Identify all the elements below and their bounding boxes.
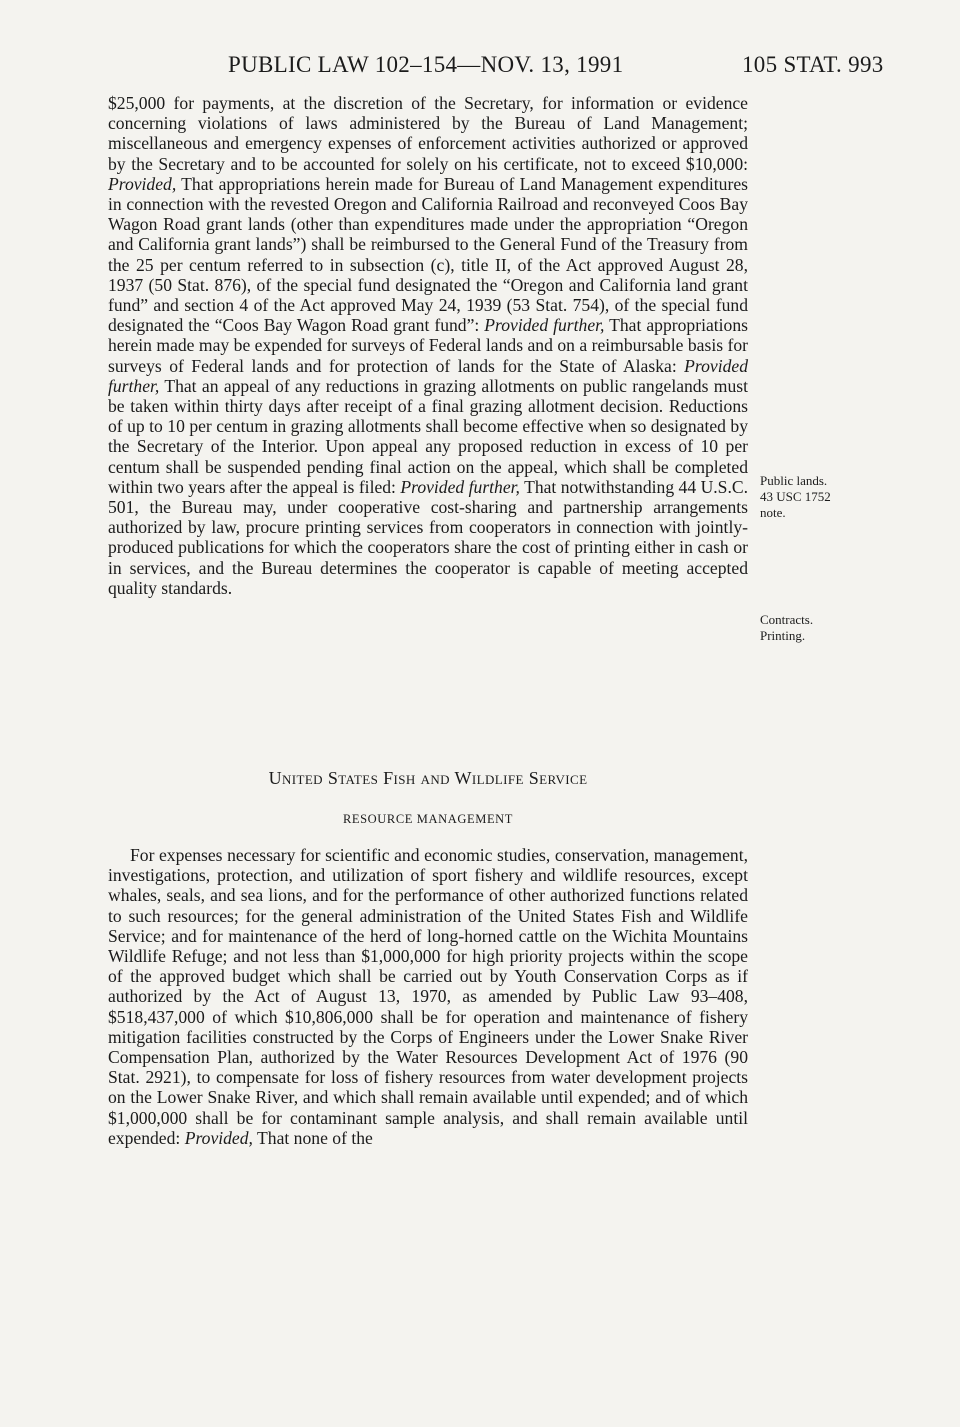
proviso-italic: Provided further, xyxy=(484,315,605,336)
running-head: PUBLIC LAW 102–154—NOV. 13, 1991 xyxy=(228,52,624,77)
text-segment: That notwithstanding 44 U.S.C. 501, the Bureau may, under cooperative cost-sharing and partnership arrangements authorized by law, procure printing services from cooperators in connection with jointly-produced publications for which the cooperators share the cost of printing either in cash or in services, and the Bureau determines the cooperator is capable of meeting accepted quality standards. xyxy=(108,476,748,598)
text-segment: That none of the xyxy=(252,1127,373,1148)
margin-note-line: Public lands. xyxy=(760,473,828,488)
margin-note-line: Contracts. xyxy=(760,612,814,627)
section-heading: United States Fish and Wildlife Service xyxy=(268,768,588,788)
paragraph-blm-provisos xyxy=(108,93,748,598)
margin-note-contracts xyxy=(760,612,870,644)
page-reference: 105 STAT. 993 xyxy=(742,52,884,77)
paragraph-text xyxy=(108,93,748,598)
margin-note-line: Printing. xyxy=(760,628,806,643)
text-segment: $25,000 for payments, at the discretion of the Secretary, for information or evidence concerning violations of laws administered by the Bureau of Land Management; miscellaneous and emergency expenses of enforcement activities authorized or approved by the Secretary and to be accounted for solely on his certificate, not to exceed $10,000: xyxy=(108,93,748,174)
text-segment: That an appeal of any reductions in grazing allotments on public rangelands must be taken within thirty days after receipt of a final grazing allotment decision. Reductions of up to 10 per centum in grazing allotments shall become effective when so designated by the Secretary of the Interior. Upon appeal any proposed reduction in excess of 10 per centum shall be suspended pending final action on the appeal, which shall be completed within two years after the appeal is filed: xyxy=(108,375,748,497)
paragraph-text xyxy=(108,845,748,1148)
proviso-italic: Provided, xyxy=(108,173,177,194)
subsection-heading: RESOURCE MANAGEMENT xyxy=(342,812,514,826)
margin-note-line: note. xyxy=(760,505,786,520)
text-segment: For expenses necessary for scientific and economic studies, conservation, management, investigations, protection, and utilization of sport fishery and wildlife resources, except whales, seals, and sea lions, and for the performance of other authorized functions related to such resources; for the general administration of the United States Fish and Wildlife Service; and for maintenance of the herd of long-horned cattle on the Wichita Mountains Wildlife Refuge; and not less than $1,000,000 for high priority projects within the scope of the approved budget which shall be carried out by Youth Conservation Corps as if authorized by the Act of August 13, 1970, as amended by Public Law 93–408, $518,437,000 of which $10,806,000 shall be for operation and maintenance of fishery mitigation facilities constructed by the Corps of Engineers under the Lower Snake River Compensation Plan, authorized by the Water Resources Development Act of 1976 (90 Stat. 2921), to compensate for loss of fishery resources from water development projects on the Lower Snake River, and which shall remain available until expended; and of which $1,000,000 shall be for contaminant sample analysis, and shall remain available until expended: xyxy=(108,845,748,1148)
proviso-italic: Provided further, xyxy=(108,355,748,396)
proviso-italic: Provided further, xyxy=(400,476,520,497)
paragraph-resource-management xyxy=(108,845,748,1148)
margin-note-line: 43 USC 1752 xyxy=(760,489,831,504)
margin-note-public-lands xyxy=(760,473,870,521)
proviso-italic: Provided, xyxy=(184,1127,253,1148)
text-segment: That appropriations herein made for Bureau of Land Management expenditures in connection with the revested Oregon and California Railroad and reconveyed Coos Bay Wagon Road grant lands (other than expenditures made under the appropriation “Oregon and California grant lands”) shall be reimbursed to the General Fund of the Treasury from the 25 per centum referred to in subsection (c), title II, of the Act approved August 28, 1937 (50 Stat. 876), of the special fund designated the “Oregon and California land grant fund” and section 4 of the Act approved May 24, 1939 (53 Stat. 754), of the special fund designated the “Coos Bay Wagon Road grant fund”: xyxy=(108,173,748,336)
text-segment: That appropriations herein made may be expended for surveys of Federal lands and on a reimbursable basis for surveys of Federal lands and for protection of lands for the State of Alaska: xyxy=(108,315,748,376)
